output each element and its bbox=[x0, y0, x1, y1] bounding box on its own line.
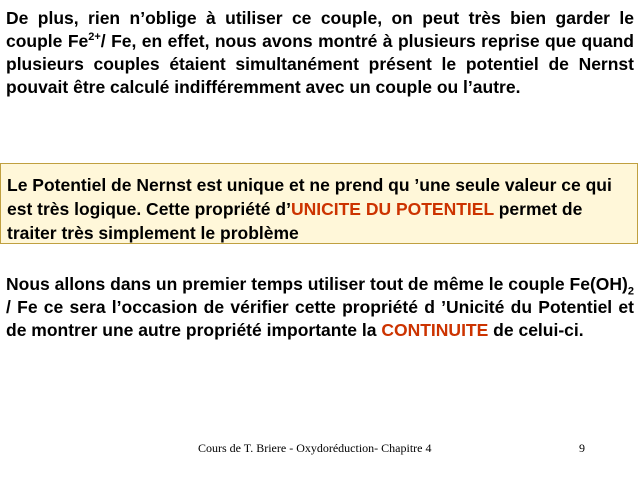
highlight-box-text bbox=[7, 173, 627, 245]
paragraph-continuity-text-start: Nous allons dans un premier temps utiliser tout de même le couple Fe(OH) bbox=[6, 274, 628, 294]
highlight-text-start: Le Potentiel de Nernst est unique et ne prend qu ’une seule valeur ce qui est très logique. Cette propriété d’ bbox=[7, 175, 612, 219]
formula-subscript: 2 bbox=[627, 285, 634, 298]
paragraph-intro bbox=[6, 7, 634, 99]
paragraph-continuity bbox=[6, 273, 634, 342]
highlight-text-end: permet de traiter très simplement le problème bbox=[7, 199, 583, 243]
paragraph-continuity-text-middle: / Fe ce sera l’occasion de vérifier cette propriété d ’Unicité du Potentiel et de montrer une autre propriété importante la bbox=[6, 297, 634, 340]
highlight-box bbox=[0, 163, 638, 244]
paragraph-intro-text-start: De plus, rien n’oblige à utiliser ce couple, on peut très bien garder le couple Fe bbox=[6, 8, 634, 51]
page-number: 9 bbox=[579, 441, 585, 455]
paragraph-intro-text-end: / Fe, en effet, nous avons montré à plusieurs reprise que quand plusieurs couples étaient simultanément présent le potentiel de Nernst pouvait être calculé indifféremment avec un couple ou l’autre. bbox=[6, 31, 635, 97]
footer-credit: Cours de T. Briere - Oxydoréduction- Chapitre 4 bbox=[198, 441, 432, 455]
highlight-emphasis-unicite: UNICITE DU POTENTIEL bbox=[290, 199, 494, 219]
emphasis-continuite: CONTINUITE bbox=[381, 320, 489, 340]
paragraph-continuity-text-end: de celui-ci. bbox=[488, 320, 584, 340]
charge-superscript: 2+ bbox=[88, 31, 101, 44]
